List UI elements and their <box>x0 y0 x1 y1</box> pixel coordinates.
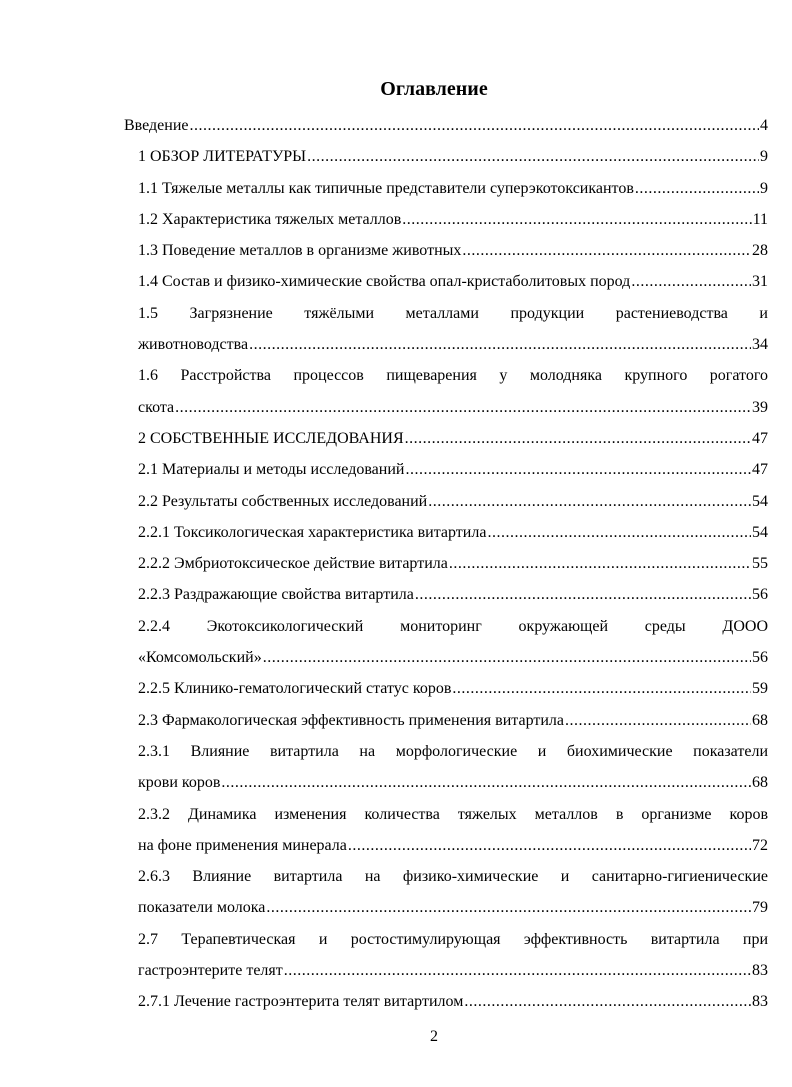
toc-entry-page: 83 <box>752 962 768 980</box>
toc-entry-title: на фоне применения минерала <box>138 836 347 854</box>
toc-leader <box>405 423 751 454</box>
toc-entry-title: 2.2.3 Раздражающие свойства витартила <box>138 586 414 604</box>
toc-entry-title: 1.1 Тяжелые металлы как типичные представители суперэкотоксикантов <box>138 179 634 197</box>
toc-entry-title-line1: 2.3.1 Влияние витартила на морфологические и биохимические показатели <box>138 742 768 760</box>
toc-entry-title: 1.2 Характеристика тяжелых металлов <box>138 210 402 228</box>
toc-leader <box>307 141 759 172</box>
toc-entry-page: 59 <box>752 680 768 698</box>
toc-leader <box>221 767 751 798</box>
toc-leader <box>190 110 760 141</box>
toc-entry-title: 2.3 Фармакологическая эффективность применения витартила <box>138 711 564 729</box>
toc-entry <box>124 141 768 172</box>
toc-entry-page: 4 <box>760 117 768 134</box>
toc-entry-title-line1: 2.7 Терапевтическая и ростостимулирующая эффективность витартила при <box>138 930 768 948</box>
toc-entry-title-line1: 1.6 Расстройства процессов пищеварения у молодняка крупного рогатого <box>138 367 768 385</box>
toc-entry-title-line1: 1.5 Загрязнение тяжёлыми металлами продукции растениеводства и <box>138 304 768 322</box>
toc-entry-page: 54 <box>752 492 768 510</box>
toc-leader <box>464 986 751 1017</box>
toc-leader <box>462 235 751 266</box>
toc-entry-page: 9 <box>760 148 768 166</box>
toc-entry-page: 34 <box>752 336 768 354</box>
toc-entry-title: 2.2 Результаты собственных исследований <box>138 492 428 510</box>
toc-entry-title: 1 ОБЗОР ЛИТЕРАТУРЫ <box>138 148 307 166</box>
toc-entry-title: 2.2.5 Клинико-гематологический статус коров <box>138 680 452 698</box>
toc-leader <box>452 673 751 704</box>
toc-entry-page: 28 <box>752 242 768 260</box>
toc-entry-page: 47 <box>752 429 768 447</box>
toc-entry-title-line1: 2.6.3 Влияние витартила на физико-химические и санитарно-гигиенические <box>138 868 768 886</box>
toc-entry <box>124 517 768 548</box>
toc-entry-page: 39 <box>752 398 768 416</box>
table-of-contents <box>124 110 768 1018</box>
toc-entry <box>124 924 768 987</box>
toc-entry-title: 2.7.1 Лечение гастроэнтерита телят витартилом <box>138 993 464 1011</box>
toc-entry-page: 47 <box>752 461 768 479</box>
toc-entry <box>124 454 768 485</box>
toc-entry-page: 72 <box>752 836 768 854</box>
toc-entry-title: 2.2.2 Эмбриотоксическое действие витартила <box>138 555 448 573</box>
toc-entry-title: «Комсомольский» <box>138 649 262 667</box>
toc-leader <box>266 892 751 923</box>
toc-entry <box>124 204 768 235</box>
toc-entry <box>124 673 768 704</box>
toc-entry-title: 2.1 Материалы и методы исследований <box>138 461 405 479</box>
toc-entry-page: 68 <box>752 774 768 792</box>
toc-entry-title: гастроэнтерите телят <box>138 962 283 980</box>
toc-leader <box>348 830 751 861</box>
toc-entry <box>124 360 768 423</box>
toc-leader <box>263 642 751 673</box>
toc-leader <box>487 517 751 548</box>
toc-entry-title: крови коров <box>138 774 221 792</box>
toc-leader <box>565 705 751 736</box>
toc-leader <box>249 329 751 360</box>
toc-entry <box>124 423 768 454</box>
toc-leader <box>175 392 751 423</box>
toc-entry-title: 2 СОБСТВЕННЫЕ ИССЛЕДОВАНИЯ <box>138 429 404 447</box>
toc-leader <box>405 454 751 485</box>
toc-entry-page: 83 <box>752 993 768 1011</box>
toc-entry-page: 31 <box>752 273 768 291</box>
toc-entry <box>124 986 768 1017</box>
toc-leader <box>635 173 759 204</box>
toc-entry-title: скота <box>138 398 175 416</box>
page-title: Оглавление <box>380 78 488 100</box>
toc-entry-page: 79 <box>752 899 768 917</box>
toc-leader <box>402 204 751 235</box>
toc-leader <box>631 266 751 297</box>
toc-entry-title: показатели молока <box>138 899 266 917</box>
toc-entry <box>124 799 768 862</box>
toc-entry <box>124 110 768 141</box>
toc-entry-title: Введение <box>124 117 189 134</box>
toc-entry <box>124 705 768 736</box>
toc-entry <box>124 266 768 297</box>
toc-entry <box>124 235 768 266</box>
toc-leader <box>284 955 751 986</box>
toc-entry <box>124 579 768 610</box>
toc-entry-page: 68 <box>752 711 768 729</box>
toc-entry-title-line1: 2.3.2 Динамика изменения количества тяжелых металлов в организме коров <box>138 805 768 823</box>
toc-leader <box>449 548 751 579</box>
toc-entry-title: 1.3 Поведение металлов в организме животных <box>138 242 462 260</box>
toc-leader <box>415 579 751 610</box>
toc-entry <box>124 861 768 924</box>
page-number: 2 <box>430 1028 438 1045</box>
toc-entry-page: 55 <box>752 555 768 573</box>
toc-entry-title: 2.2.1 Токсикологическая характеристика витартила <box>138 523 487 541</box>
toc-entry-page: 56 <box>752 649 768 667</box>
toc-entry-title: 1.4 Состав и физико-химические свойства опал-кристаболитовых пород <box>138 273 631 291</box>
toc-entry-title: животноводства <box>138 336 249 354</box>
toc-entry-page: 54 <box>752 523 768 541</box>
toc-entry-title-line1: 2.2.4 Экотоксикологический мониторинг окружающей среды ДООО <box>138 617 768 635</box>
toc-entry-page: 11 <box>752 210 768 228</box>
toc-leader <box>428 486 751 517</box>
toc-entry <box>124 611 768 674</box>
toc-entry <box>124 548 768 579</box>
toc-entry <box>124 486 768 517</box>
toc-entry <box>124 173 768 204</box>
toc-entry <box>124 298 768 361</box>
toc-entry-page: 9 <box>760 179 768 197</box>
toc-entry-page: 56 <box>752 586 768 604</box>
toc-entry <box>124 736 768 799</box>
